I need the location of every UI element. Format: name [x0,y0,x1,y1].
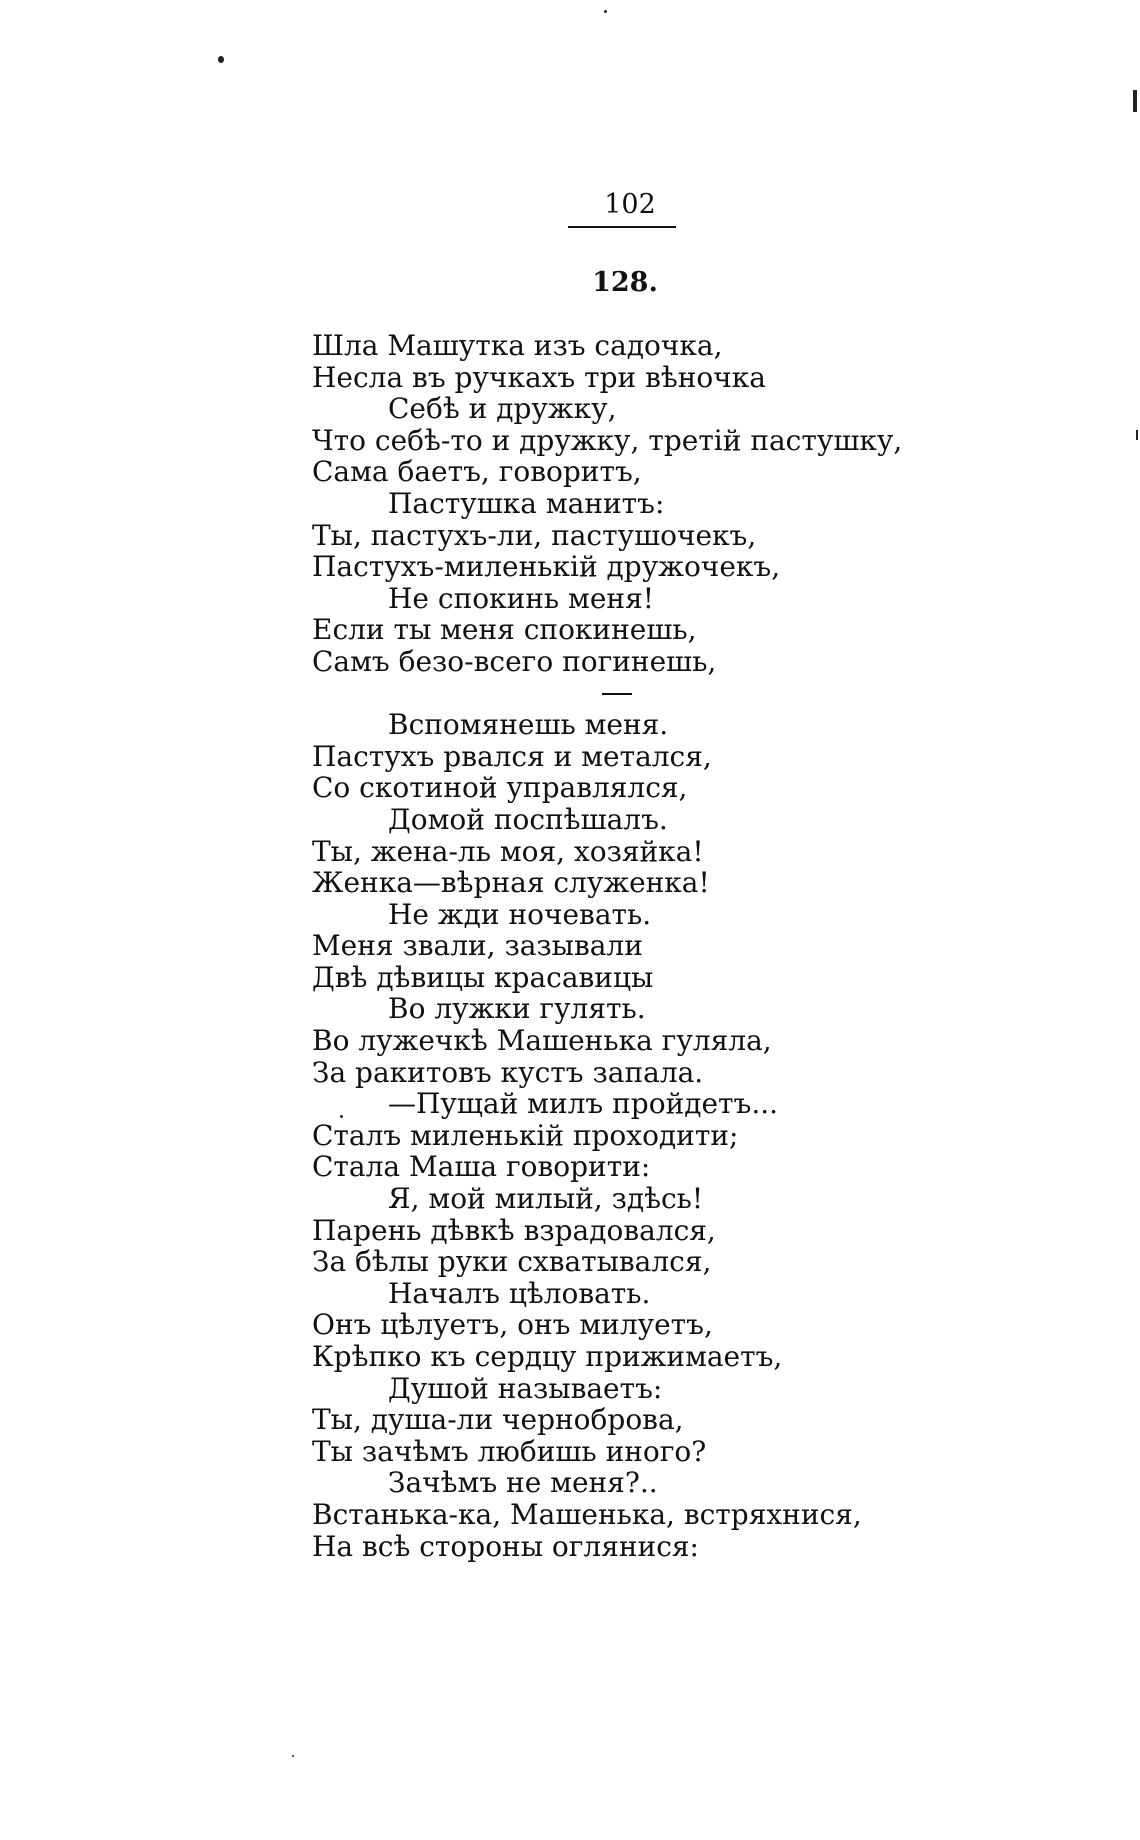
poem-body [312,330,992,1562]
poem-refrain-line: Не жди ночевать. [388,897,652,931]
poem-refrain-line: Себѣ и дружку, [388,392,617,426]
stanza-separator [312,678,992,710]
poem-line: Сама баетъ, говоритъ, [312,455,642,489]
poem-line: За бѣлы руки схватывался, [312,1245,712,1279]
poem-line: Встанька-ка, Машенька, встряхнися, [312,1497,862,1531]
poem-line: Самъ безо-всего погинешь, [312,644,717,678]
poem-line: Парень дѣвкѣ взрадовался, [312,1213,716,1247]
poem-refrain-line: Зачѣмъ не меня?.. [388,1466,658,1500]
poem-refrain-line: Вспомянешь меня. [388,708,669,742]
poem-line: Двѣ дѣвицы красавицы [312,960,654,994]
poem-line: Онъ цѣлуетъ, онъ милуетъ, [312,1308,713,1342]
poem-line: Во лужечкѣ Машенька гуляла, [312,1024,772,1058]
poem-line: Стала Маша говорити: [312,1150,651,1184]
scan-speck [292,1755,294,1757]
poem-line: Что себѣ-то и дружку, третій пастушку, [312,423,903,457]
poem-line: Несла въ ручкахъ три вѣночка [312,360,766,394]
poem-line: Пастухъ рвался и метался, [312,739,712,773]
poem-refrain-line: —Пущай милъ пройдетъ... [388,1087,779,1121]
poem-line: Со скотиной управлялся, [312,771,688,805]
page-number-rule [568,226,676,228]
poem-line: Ты, жена-ль моя, хозяйка! [312,834,704,868]
poem-refrain-line: Во лужки гулять. [388,992,646,1026]
poem-refrain-line: Началъ цѣловать. [388,1276,651,1310]
scan-edge-mark [1133,90,1137,112]
scan-speck [604,10,607,13]
poem-refrain-line: Я, мой милый, здѣсь! [388,1182,704,1216]
poem-number: 128. [592,267,658,298]
poem-refrain-line: Домой поспѣшалъ. [388,802,668,836]
poem-line: Пастухъ-миленькій дружочекъ, [312,550,781,584]
poem-line: Крѣпко къ сердцу прижимаетъ, [312,1340,783,1373]
separator-dash [602,693,632,695]
scan-speck [340,1115,343,1118]
poem-refrain-line: Пастушка манитъ: [388,486,665,520]
poem-line: Меня звали, зазывали [312,929,643,963]
poem-refrain-line: Не спокинь меня! [388,581,654,615]
poem-line: Если ты меня спокинешь, [312,613,697,647]
scan-speck [218,56,224,63]
poem-refrain-line: Душой называетъ: [388,1371,663,1405]
scan-edge-mark [1136,430,1138,440]
poem-line: Шла Машутка изъ садочка, [312,329,723,362]
poem-line: На всѣ стороны оглянися: [312,1529,699,1563]
poem-line: Женка—вѣрная служенка! [312,866,710,900]
poem-line: Ты зачѣмъ любишь иного? [312,1434,707,1468]
poem-line: За ракитовъ кустъ запала. [312,1055,704,1089]
poem-line: Ты, пастухъ-ли, пастушочекъ, [312,518,757,552]
poem-line: Сталъ миленькій проходити; [312,1118,739,1152]
poem-line: Ты, душа-ли черноброва, [312,1403,684,1437]
page-number: 102 [604,189,656,220]
